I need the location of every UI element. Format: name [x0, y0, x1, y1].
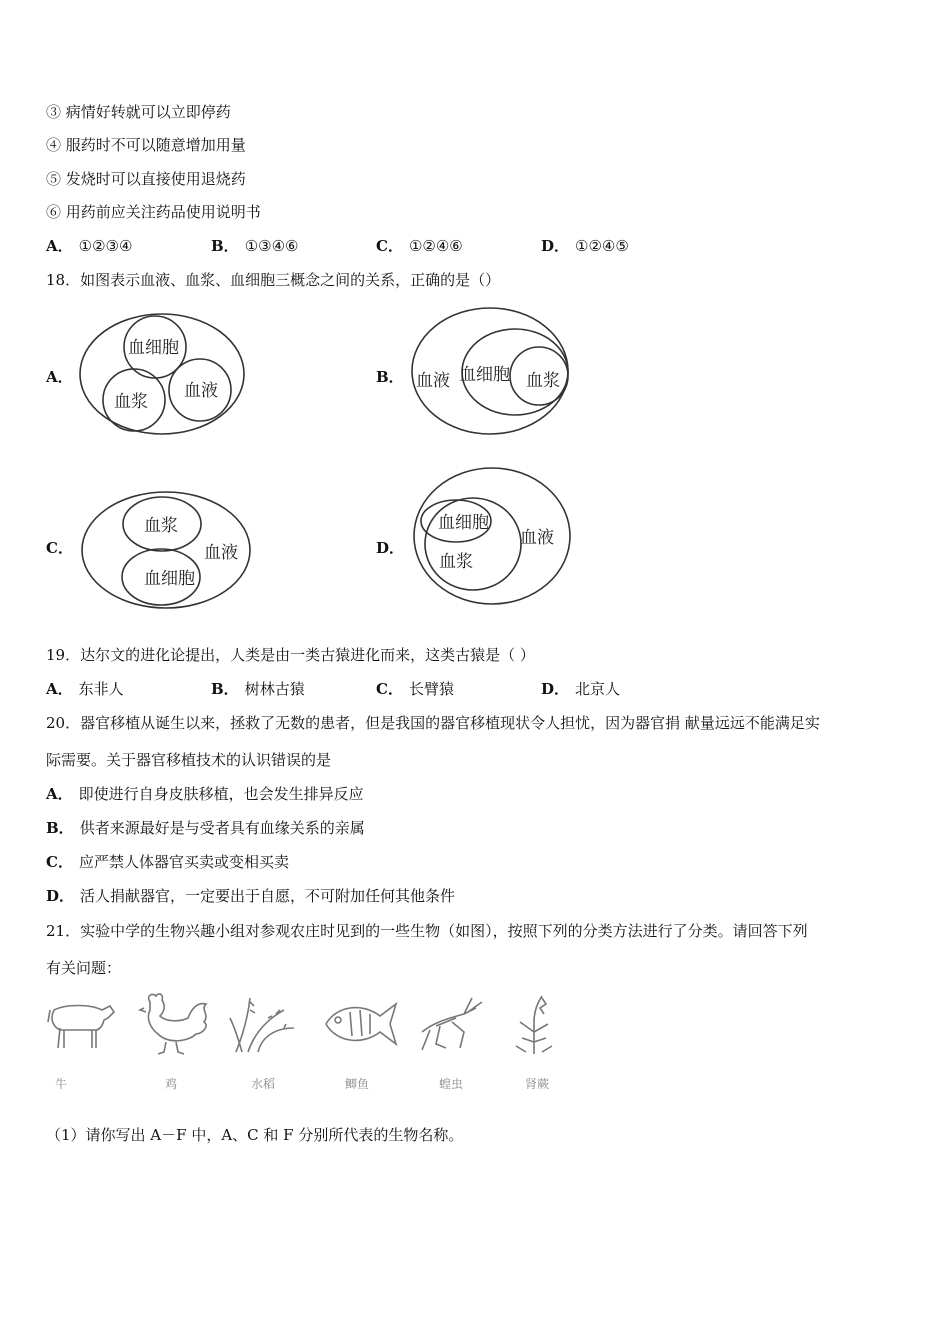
rice-icon — [228, 992, 298, 1056]
q17-option-d: D． ①②④⑤ — [541, 237, 629, 255]
diagram-d-blood: 血液 — [520, 528, 554, 548]
q20-stem-line1: 20．器官移植从诞生以来，拯救了无数的患者，但是我国的器官移植现状令人担忧，因为器官捐 献量远远不能满足实 — [46, 714, 820, 732]
diagram-b-blood: 血液 — [416, 371, 450, 391]
item-5: ⑤ 发烧时可以直接使用退烧药 — [46, 170, 246, 188]
caption-rice: 水稻 — [250, 1077, 275, 1091]
q20-option-c: C． 应严禁人体器官买卖或变相买卖 — [46, 853, 289, 871]
diagram-c-blood: 血液 — [204, 543, 238, 563]
diagram-a-plasma: 血浆 — [114, 392, 148, 412]
q18-label-a: A． — [46, 368, 73, 386]
q19-option-a: A． 东非人 — [46, 680, 124, 698]
q19-stem: 19．达尔文的进化论提出，人类是由一类古猿进化而来，这类古猿是（ ） — [46, 646, 535, 664]
q20-stem-line2: 际需要。关于器官移植技术的认识错误的是 — [46, 751, 332, 769]
q21-stem-line2: 有关问题： — [46, 959, 122, 977]
q20-option-d: D． 活人捐献器官，一定要出于自愿，不可附加任何其他条件 — [46, 887, 456, 905]
fern-icon — [506, 992, 566, 1056]
caption-cow: 牛 — [54, 1077, 67, 1091]
item-3: ③ 病情好转就可以立即停药 — [46, 103, 231, 121]
fish-icon — [322, 992, 400, 1054]
caption-grasshopper: 蝗虫 — [438, 1077, 463, 1091]
diagram-b — [410, 306, 575, 438]
q20-option-b: B． 供者来源最好是与受者具有血缘关系的亲属 — [46, 819, 365, 837]
diagram-d-plasma: 血浆 — [439, 552, 473, 572]
q18-label-d: D． — [376, 539, 405, 557]
q20-option-a: A． 即使进行自身皮肤移植，也会发生排异反应 — [46, 785, 364, 803]
item-4: ④ 服药时不可以随意增加用量 — [46, 136, 246, 154]
diagram-a — [78, 312, 248, 440]
diagram-b-cells: 血细胞 — [459, 365, 510, 385]
diagram-b-plasma: 血浆 — [526, 371, 560, 391]
diagram-c-cells: 血细胞 — [144, 569, 195, 589]
cow-icon — [46, 992, 118, 1054]
q18-label-c: C． — [46, 539, 73, 557]
q17-option-a: A． ①②③④ — [46, 237, 133, 255]
caption-fish: 鲫鱼 — [344, 1077, 369, 1091]
caption-fern: 肾蕨 — [524, 1077, 549, 1091]
q19-option-b: B． 树林古猿 — [211, 680, 305, 698]
q21-stem-line1: 21．实验中学的生物兴趣小组对参观农庄时见到的一些生物（如图），按照下列的分类方法进行了分类。请回答下列 — [46, 922, 808, 940]
q18-stem: 18．如图表示血液、血浆、血细胞三概念之间的关系，正确的是（） — [46, 271, 501, 289]
q17-option-b: B． ①③④⑥ — [211, 237, 299, 255]
q18-label-b: B． — [376, 368, 404, 386]
diagram-c — [80, 490, 255, 610]
diagram-d — [412, 466, 577, 610]
diagram-a-blood: 血液 — [184, 381, 218, 401]
diagram-c-plasma: 血浆 — [144, 516, 178, 536]
q21-sub1: （1）请你写出 A－F 中，A、C 和 F 分别所代表的生物名称。 — [46, 1126, 464, 1144]
diagram-d-cells: 血细胞 — [438, 513, 489, 533]
grasshopper-icon — [416, 992, 486, 1054]
rooster-icon — [136, 992, 216, 1056]
diagram-a-cells: 血细胞 — [128, 338, 179, 358]
item-6: ⑥ 用药前应关注药品使用说明书 — [46, 203, 261, 221]
q19-option-d: D． 北京人 — [541, 680, 621, 698]
q19-option-c: C． 长臂猿 — [376, 680, 454, 698]
caption-rooster: 鸡 — [164, 1077, 177, 1091]
q17-option-c: C． ①②④⑥ — [376, 237, 463, 255]
